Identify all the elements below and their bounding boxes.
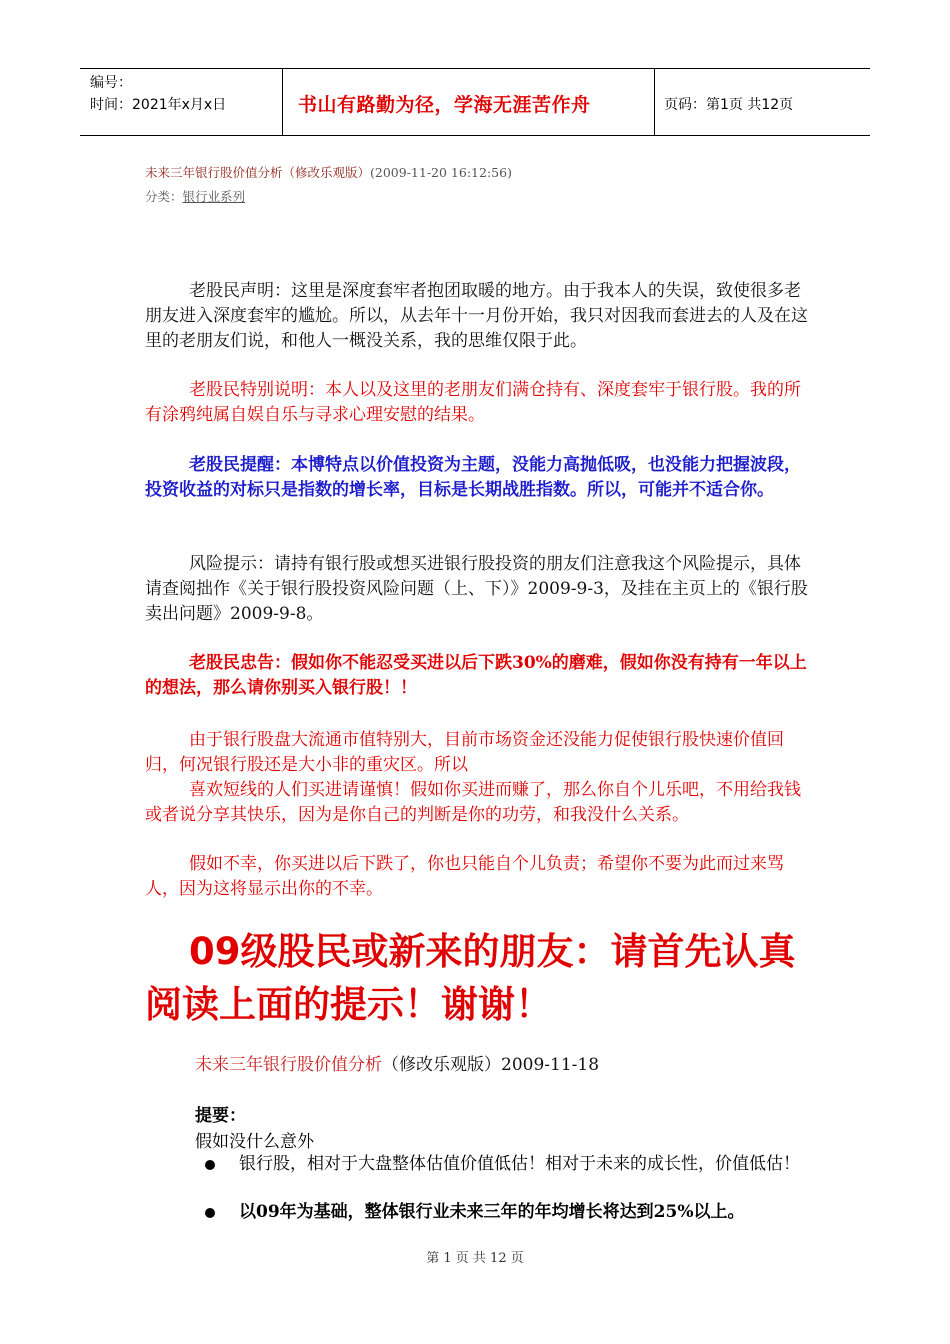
post-category-line (145, 187, 245, 205)
summary-subheading: 假如没什么意外 (195, 1132, 314, 1152)
list-item (205, 1151, 805, 1177)
bullet-icon (205, 1160, 215, 1170)
big-notice: 09级股民或新来的朋友：请首先认真阅读上面的提示！谢谢！ (145, 930, 796, 1026)
summary-heading: 提要： (195, 1106, 246, 1126)
paragraph-special-note: 老股民特别说明：本人以及这里的老朋友们满仓持有、深度套牢于银行股。我的所有涂鸦纯属自娱自乐与寻求心理安慰的结果。 (145, 380, 801, 425)
bullet-icon (205, 1208, 215, 1218)
header-meta (90, 72, 226, 116)
category-link[interactable]: 银行业系列 (182, 189, 246, 204)
header-motto: 书山有路勤为径，学海无涯苦作舟 (298, 94, 591, 116)
paragraph-risk-notice: 风险提示：请持有银行股或想买进银行股投资的朋友们注意我这个风险提示，具体请查阅拙作《关于银行股投资风险问题（上、下）》2009-9-3，及挂在主页上的《银行股卖出问题》2009-9-8。 (145, 554, 808, 624)
header-top-rule (80, 68, 870, 69)
article-title-suffix: （修改乐观版）2009-11-18 (382, 1055, 600, 1075)
article-title: 未来三年银行股价值分析 (195, 1055, 382, 1075)
paragraph-bank-stock: 由于银行股盘大流通市值特别大，目前市场资金还没能力促使银行股快速价值回归，何况银行股还是大小非的重灾区。所以 (145, 730, 784, 775)
paragraph-statement: 老股民声明：这里是深度套牢者抱团取暖的地方。由于我本人的失误，致使很多老朋友进入深度套牢的尴尬。所以，从去年十一月份开始，我只对因我而套进去的人及在这里的老朋友们说，和他人一概没关系，我的思维仅限于此。 (145, 281, 808, 351)
paragraph-advice: 老股民忠告：假如你不能忍受买进以后下跌30%的磨难，假如你没有持有一年以上的想法，那么请你别买入银行股！！ (145, 653, 807, 698)
paragraph-reminder: 老股民提醒：本博特点以价值投资为主题，没能力高抛低吸，也没能力把握波段，投资收益的对标只是指数的增长率，目标是长期战胜指数。所以，可能并不适合你。 (145, 455, 801, 500)
header-divider-right (654, 68, 655, 135)
header-bottom-rule (80, 135, 870, 136)
post-title: 未来三年银行股价值分析（修改乐观版） (145, 165, 371, 180)
article-title-line (195, 1050, 599, 1075)
post-timestamp: (2009-11-20 16:12:56) (370, 165, 512, 180)
bullet-text: 以09年为基础，整体银行业未来三年的年均增长将达到25%以上。 (239, 1202, 745, 1222)
post-title-line (145, 163, 512, 181)
header-divider-left (282, 68, 283, 135)
page-footer: 第 1 页 共 12 页 (426, 1251, 524, 1266)
time-label: 时间：2021年x月x日 (90, 97, 227, 113)
header-page-info: 页码：第1页 共12页 (664, 97, 794, 113)
paragraph-misfortune: 假如不幸，你买进以后下跌了，你也只能自个儿负责；希望你不要为此而过来骂人，因为这将显示出你的不幸。 (145, 854, 784, 899)
list-item (205, 1199, 805, 1225)
paragraph-short-term: 喜欢短线的人们买进请谨慎！假如你买进而赚了，那么你自个儿乐吧，不用给我钱或者说分享其快乐，因为是你自己的判断是你的功劳，和我没什么关系。 (145, 780, 801, 825)
category-label: 分类： (145, 189, 183, 204)
number-label: 编号： (90, 75, 132, 91)
bullet-text: 银行股，相对于大盘整体估值价值低估！相对于未来的成长性，价值低估！ (239, 1154, 800, 1174)
